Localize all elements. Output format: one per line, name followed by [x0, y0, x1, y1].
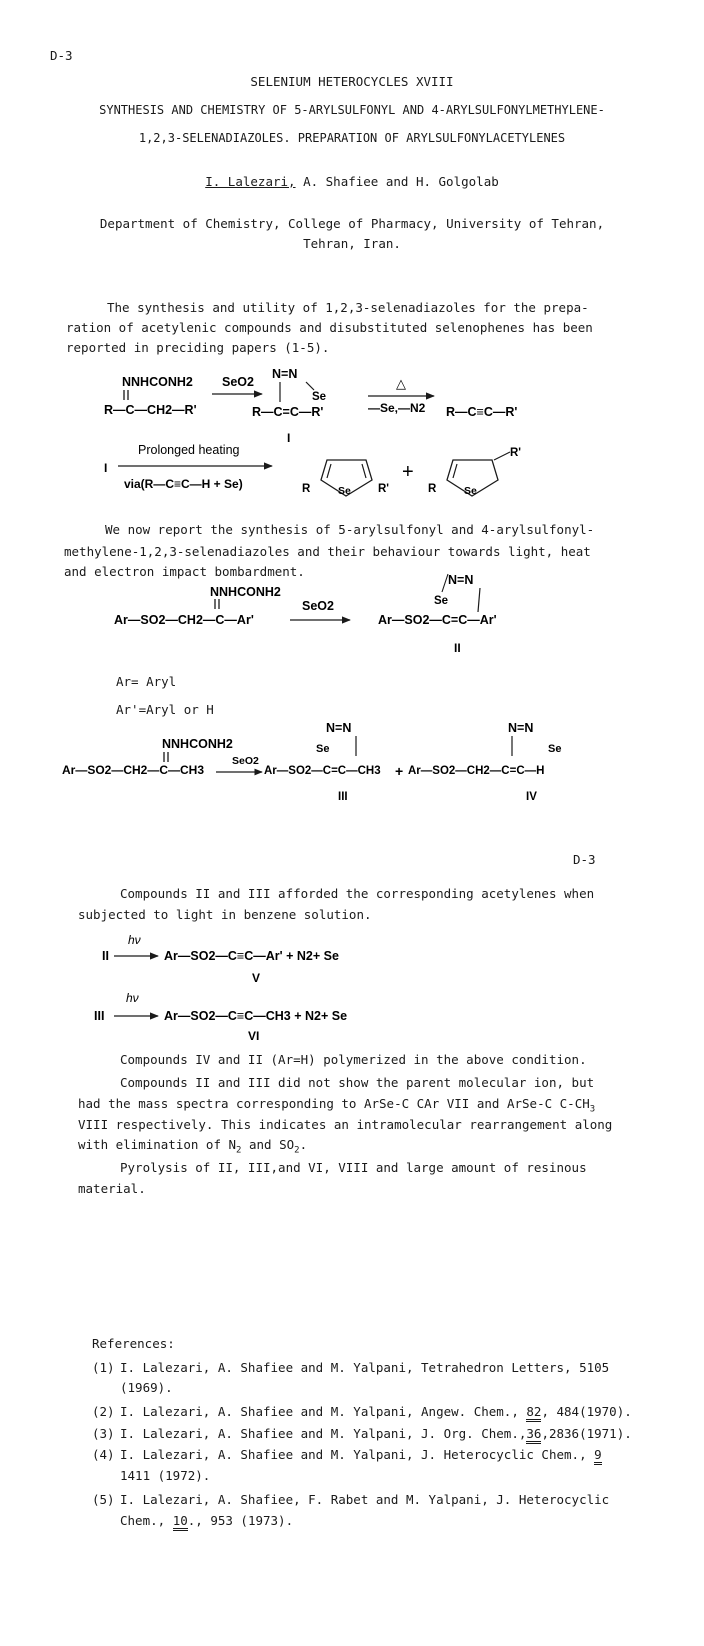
ar-prime-definition: Ar'=Aryl or H — [116, 702, 214, 717]
hydrazone-group-2: NNHCONH2 — [210, 585, 281, 599]
selenophene2-R: R — [428, 483, 437, 495]
selenadiazole-III: Ar—SO2—C=C—CH3 — [264, 765, 381, 777]
reference-5-pages: ., 953 (1973). — [187, 1513, 294, 1528]
methyl-ketone: Ar—SO2—CH2—C—CH3 — [62, 763, 205, 777]
paragraph-5-line3: VIII respectively. This indicates an intramolecular rearrangement along — [78, 1117, 613, 1132]
selenophene1-R2: R' — [378, 483, 390, 495]
paragraph-4: Compounds IV and II (Ar=H) polymerized in the above condition. — [120, 1052, 587, 1067]
selenophene2-R2: R' — [510, 447, 522, 459]
paragraph-1-line3: reported in preciding papers (1-5). — [66, 340, 330, 355]
ring-nn: N=N — [272, 367, 298, 381]
heat-loss: —Se,—N2 — [368, 401, 426, 415]
page-id-top: D-3 — [50, 48, 73, 63]
ring-se-2: Se — [434, 595, 449, 607]
references-heading: References: — [92, 1336, 175, 1351]
reference-3-number: (3) — [92, 1426, 115, 1441]
plus-sign: + — [402, 461, 414, 483]
paragraph-1-line1: The synthesis and utility of 1,2,3-selenadiazoles for the prepa- — [107, 300, 589, 315]
paragraph-2-line1: We now report the synthesis of 5-arylsulfonyl and 4-arylsulfonyl- — [105, 522, 595, 537]
first-author: I. Lalezari, — [205, 174, 296, 189]
paragraph-3-line2: subjected to light in benzene solution. — [78, 907, 372, 922]
start-I: I — [104, 461, 108, 475]
ring-se-3: Se — [316, 743, 330, 755]
subscript-n2: 2 — [236, 1145, 242, 1156]
paragraph-2-line3: and electron impact bombardment. — [64, 564, 305, 579]
plus-sign-3: + — [395, 763, 404, 779]
paragraph-5-line1: Compounds II and III did not show the parent molecular ion, but — [120, 1075, 595, 1090]
reference-5-line2 — [120, 1511, 293, 1531]
acetylene-V: Ar—SO2—C≡C—Ar' + N2+ Se — [164, 949, 339, 963]
paragraph-1-line2: ration of acetylenic compounds and disubstituted selenophenes has been — [66, 320, 593, 335]
reaction-scheme-2 — [0, 566, 704, 666]
hv-label-2: hν — [126, 991, 139, 1005]
hv-label-1: hν — [128, 933, 141, 947]
ketone-reactant: R—C—CH2—R' — [104, 403, 197, 417]
reference-2-number: (2) — [92, 1404, 115, 1419]
label-V: V — [252, 971, 261, 985]
reagent-seo2: SeO2 — [222, 375, 254, 389]
and-so-text: and SO — [241, 1137, 295, 1152]
selenophene1-se: Se — [338, 485, 351, 497]
selenadiazole-II: Ar—SO2—C=C—Ar' — [378, 613, 497, 627]
paragraph-6-line2: material. — [78, 1181, 146, 1196]
reference-5-number: (5) — [92, 1492, 115, 1507]
ring-se-4: Se — [548, 743, 562, 755]
label-I: I — [287, 431, 291, 445]
reference-1-line1: I. Lalezari, A. Shafiee and M. Yalpani, Tetrahedron Letters, 5105 — [120, 1360, 610, 1375]
reference-4-volume: 9 — [594, 1447, 602, 1465]
paper-title-line2: 1,2,3-SELENADIAZOLES. PREPARATION OF ARYLSULFONYLACETYLENES — [138, 131, 566, 145]
paper-title-line1: SYNTHESIS AND CHEMISTRY OF 5-ARYLSULFONYL AND 4-ARYLSULFONYLMETHYLENE- — [99, 103, 605, 117]
label-III: III — [338, 791, 348, 803]
reference-4-line2: 1411 (1972). — [120, 1468, 211, 1483]
paragraph-6-line1: Pyrolysis of II, III,and VI, VIII and large amount of resinous — [120, 1160, 587, 1175]
paragraph-5-line4 — [78, 1135, 307, 1161]
ring-nn-4: N=N — [508, 721, 534, 735]
ring-nn-2: N=N — [448, 573, 474, 587]
selenophene2-se: Se — [464, 485, 477, 497]
label-IV: IV — [526, 791, 537, 803]
page-id-mid: D-3 — [573, 852, 596, 867]
ring-nn-3: N=N — [326, 721, 352, 735]
photolysis-scheme — [0, 928, 704, 1048]
reference-3-volume: 36 — [526, 1426, 541, 1444]
reference-2-text: I. Lalezari, A. Shafiee and M. Yalpani, Angew. Chem., — [120, 1404, 527, 1419]
acetylene-product: R—C≡C—R' — [446, 405, 518, 419]
selenadiazole-IV: Ar—SO2—CH2—C=C—H — [408, 765, 545, 777]
authors — [0, 172, 704, 192]
reference-3 — [120, 1424, 632, 1444]
subscript-so2: 2 — [294, 1145, 300, 1156]
reference-2-volume: 82 — [526, 1404, 541, 1422]
co-authors: A. Shafiee and H. Golgolab — [295, 174, 499, 189]
period: . — [299, 1137, 308, 1152]
start-III: III — [94, 1009, 105, 1023]
reagent-seo2-2: SeO2 — [302, 599, 334, 613]
ring-se: Se — [312, 391, 327, 403]
heat-symbol: △ — [396, 376, 406, 391]
acetylene-VI: Ar—SO2—C≡C—CH3 + N2+ Se — [164, 1009, 348, 1023]
reference-4-text: I. Lalezari, A. Shafiee and M. Yalpani, J. Heterocyclic Chem., — [120, 1447, 595, 1462]
reference-1-line2: (1969). — [120, 1380, 173, 1395]
elimination-text: with elimination of N — [78, 1137, 237, 1152]
start-II: II — [102, 949, 109, 963]
via-intermediate: via(R—C≡C—H + Se) — [124, 477, 243, 491]
reference-5-line1: I. Lalezari, A. Shafiee, F. Rabet and M. Yalpani, J. Heterocyclic — [120, 1492, 610, 1507]
hydrazone-group-3: NNHCONH2 — [162, 737, 233, 751]
reaction-scheme-1 — [0, 360, 704, 510]
subscript-3: 3 — [589, 1104, 596, 1115]
reference-3-text: I. Lalezari, A. Shafiee and M. Yalpani, J. Org. Chem., — [120, 1426, 527, 1441]
affiliation-line2: Tehran, Iran. — [303, 236, 401, 251]
prolonged-heating-label: Prolonged heating — [138, 443, 240, 457]
reference-5-volume: 10 — [173, 1513, 188, 1531]
reference-1-number: (1) — [92, 1360, 115, 1375]
affiliation-line1: Department of Chemistry, College of Pharmacy, University of Tehran, — [99, 216, 605, 231]
sulfonyl-ketone: Ar—SO2—CH2—C—Ar' — [114, 613, 254, 627]
reference-2 — [120, 1402, 632, 1422]
reagent-seo2-3: SeO2 — [232, 755, 259, 767]
reference-5-text: Chem., — [120, 1513, 173, 1528]
label-VI: VI — [248, 1029, 260, 1043]
reference-2-pages: , 484(1970). — [541, 1404, 632, 1419]
reference-4-line1 — [120, 1445, 602, 1465]
paragraph-3-line1: Compounds II and III afforded the corresponding acetylenes when — [120, 886, 595, 901]
series-title: SELENIUM HETEROCYCLES XVIII — [250, 74, 454, 89]
selenophene1-R: R — [302, 483, 311, 495]
reference-3-pages: ,2836(1971). — [541, 1426, 632, 1441]
ar-definition: Ar= Aryl — [116, 674, 177, 689]
reaction-scheme-3 — [0, 716, 704, 816]
paragraph-2-line2: methylene-1,2,3-selenadiazoles and their behaviour towards light, heat — [64, 544, 591, 559]
mass-spectra-text: had the mass spectra corresponding to ArSe-C CAr VII and ArSe-C C-CH — [78, 1096, 590, 1111]
label-II: II — [454, 641, 461, 655]
reference-4-number: (4) — [92, 1447, 115, 1462]
selenadiazole-I: R—C=C—R' — [252, 405, 324, 419]
hydrazone-group: NNHCONH2 — [122, 375, 193, 389]
